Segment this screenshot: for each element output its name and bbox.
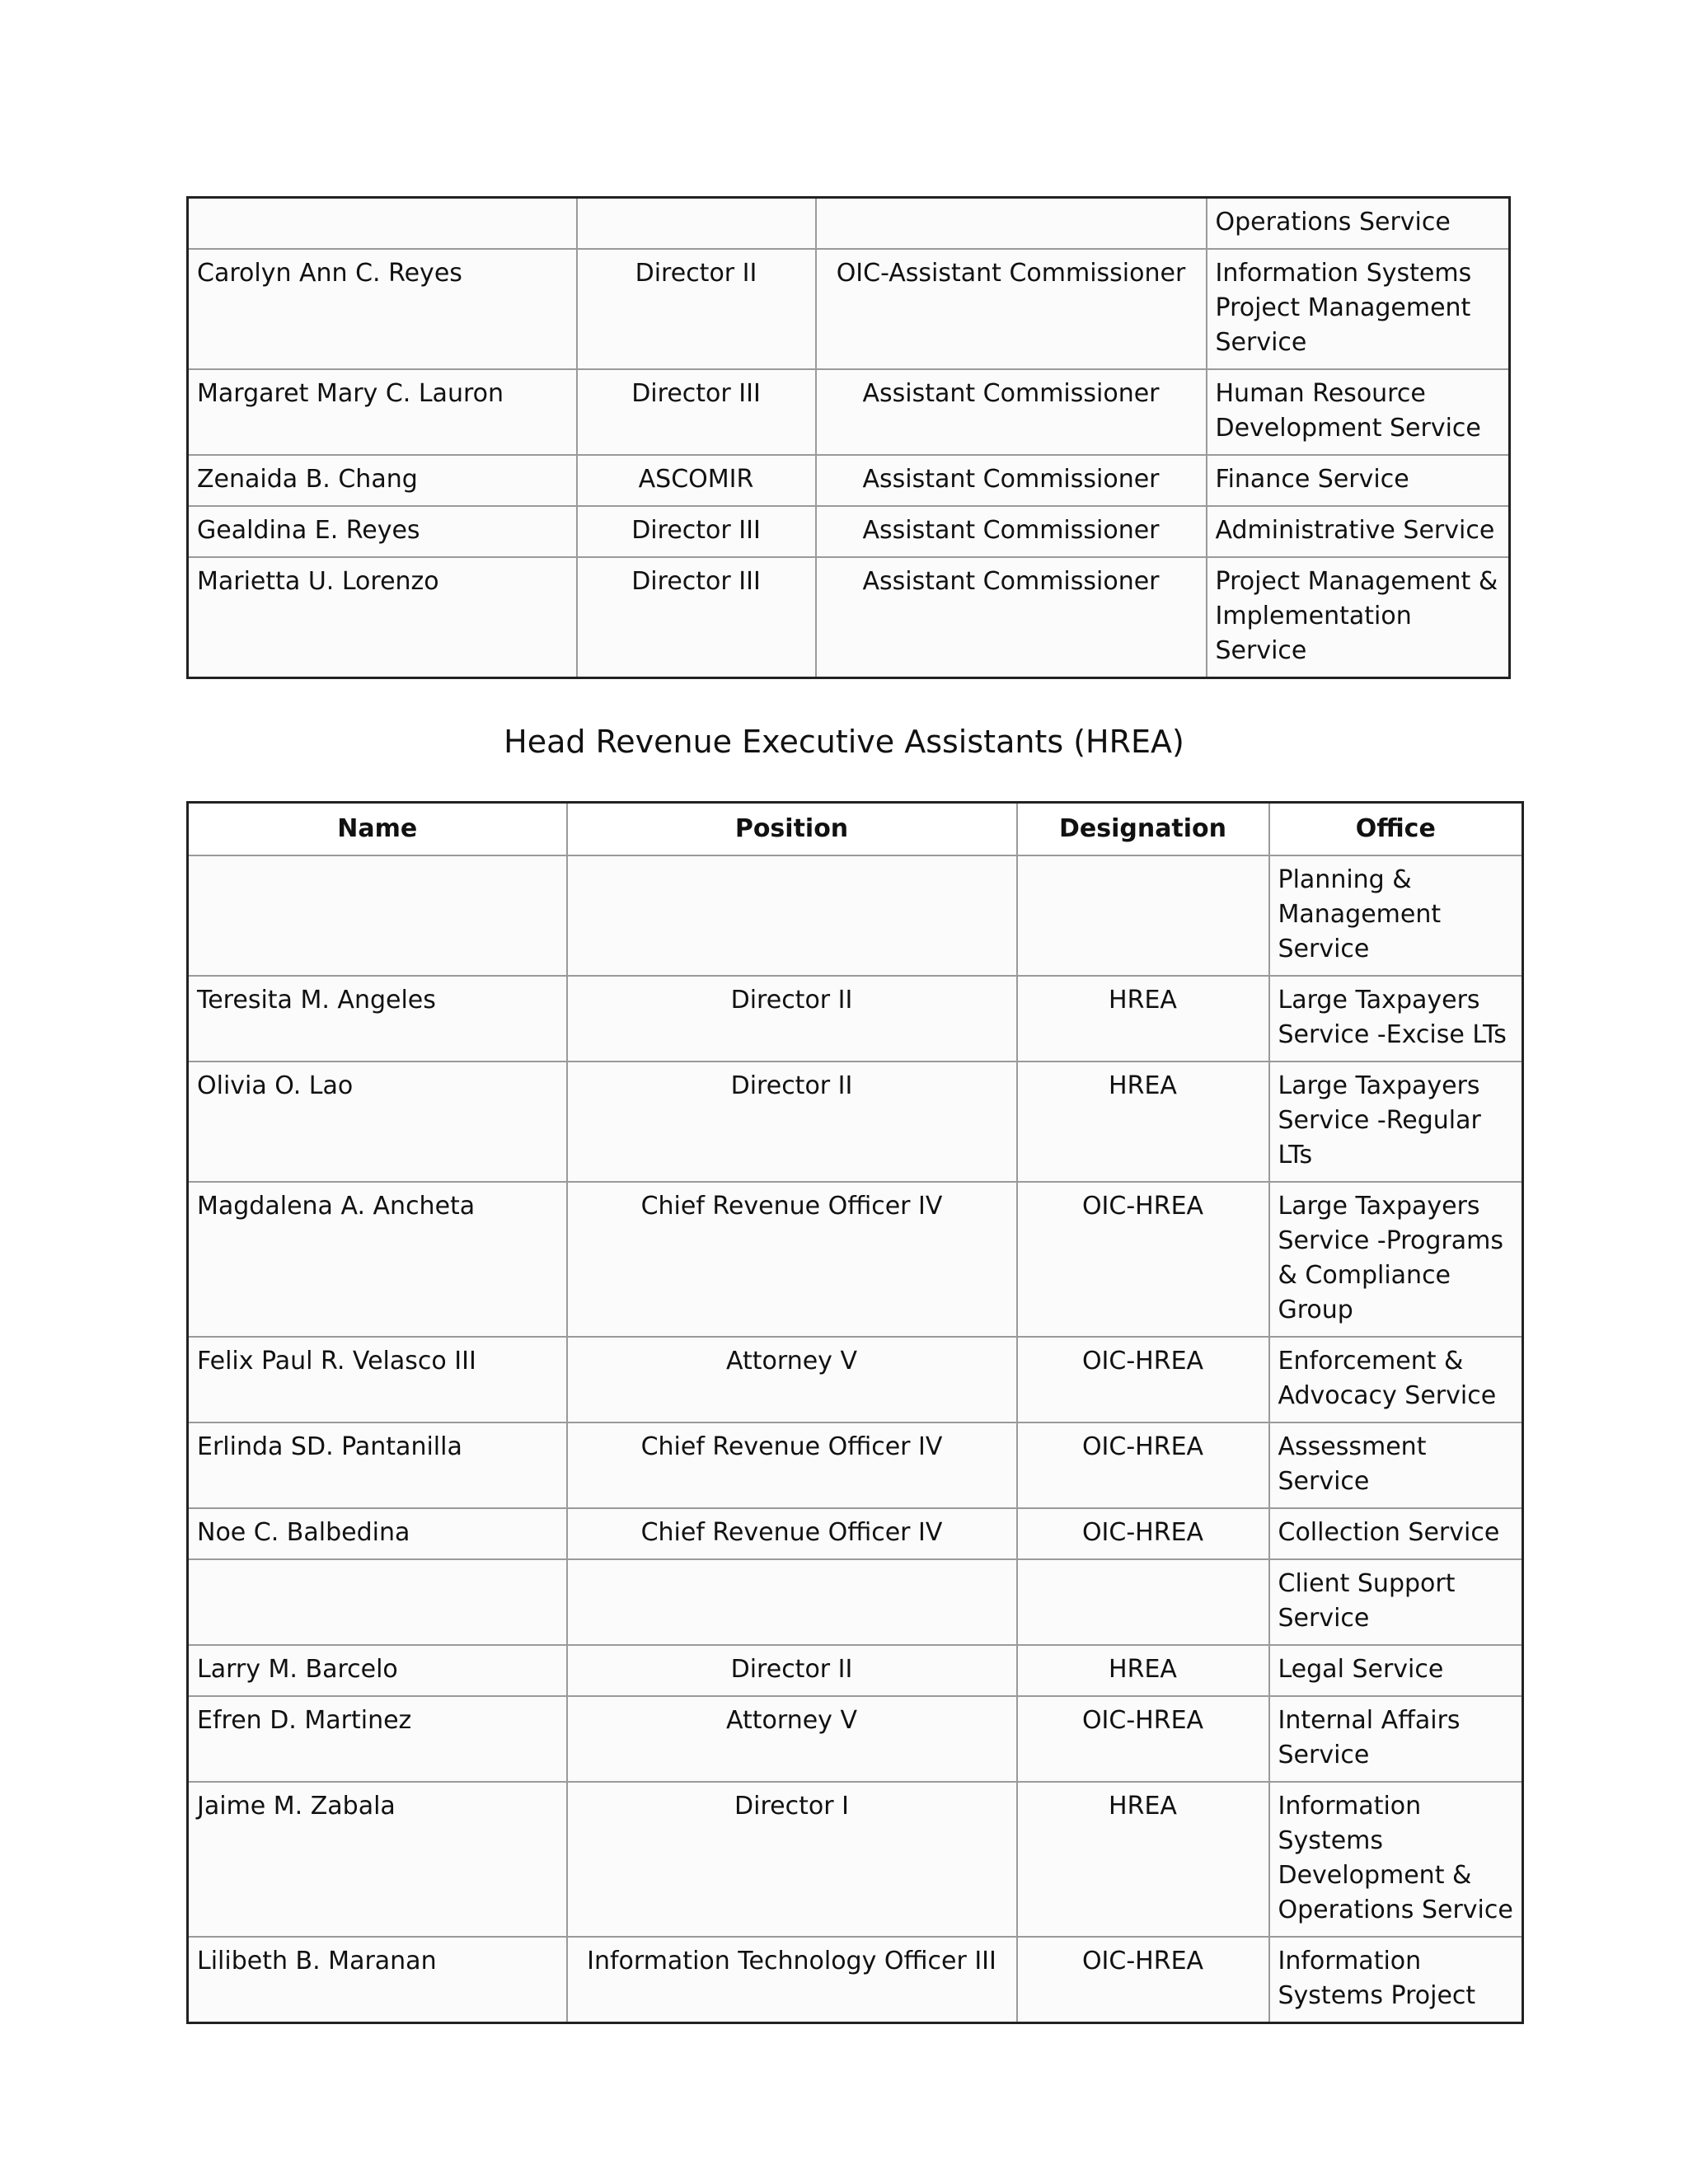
table-row (188, 198, 1510, 250)
hrea-table (186, 801, 1524, 2024)
column-header-name: Name (188, 803, 567, 856)
designation-cell: Assistant Commissioner (816, 455, 1207, 506)
table-row (188, 1559, 1523, 1645)
position-cell: Attorney V (567, 1337, 1017, 1422)
name-cell: Teresita M. Angeles (188, 976, 567, 1062)
designation-cell (1017, 1559, 1269, 1645)
name-cell: Olivia O. Lao (188, 1062, 567, 1182)
designation-cell: OIC-Assistant Commissioner (816, 249, 1207, 369)
designation-cell: HREA (1017, 1782, 1269, 1937)
office-cell: Information Systems Project Management Service (1207, 249, 1510, 369)
name-cell (188, 1559, 567, 1645)
position-cell (567, 855, 1017, 976)
table-row (188, 1182, 1523, 1337)
office-cell: Collection Service (1269, 1508, 1523, 1559)
office-cell: Client Support Service (1269, 1559, 1523, 1645)
position-cell: Attorney V (567, 1696, 1017, 1782)
table-row (188, 557, 1510, 678)
office-cell: Planning & Management Service (1269, 855, 1523, 976)
table-row (188, 1062, 1523, 1182)
table-row (188, 369, 1510, 455)
name-cell (188, 198, 577, 250)
office-cell: Large Taxpayers Service -Regular LTs (1269, 1062, 1523, 1182)
office-cell: Information Systems Project (1269, 1937, 1523, 2023)
name-cell: Lilibeth B. Maranan (188, 1937, 567, 2023)
position-cell: ASCOMIR (577, 455, 816, 506)
office-cell: Enforcement & Advocacy Service (1269, 1337, 1523, 1422)
name-cell: Larry M. Barcelo (188, 1645, 567, 1696)
table-row (188, 506, 1510, 557)
position-cell: Chief Revenue Officer IV (567, 1422, 1017, 1508)
position-cell: Director III (577, 557, 816, 678)
office-cell: Legal Service (1269, 1645, 1523, 1696)
position-cell: Director II (567, 1645, 1017, 1696)
column-header-position: Position (567, 803, 1017, 856)
section-heading: Head Revenue Executive Assistants (HREA) (504, 724, 1184, 760)
office-cell: Human Resource Development Service (1207, 369, 1510, 455)
position-cell: Director I (567, 1782, 1017, 1937)
designation-cell: OIC-HREA (1017, 1337, 1269, 1422)
office-cell: Information Systems Development & Operations Service (1269, 1782, 1523, 1937)
designation-cell: OIC-HREA (1017, 1696, 1269, 1782)
designation-cell: Assistant Commissioner (816, 369, 1207, 455)
position-cell: Chief Revenue Officer IV (567, 1508, 1017, 1559)
designation-cell (1017, 855, 1269, 976)
name-cell: Margaret Mary C. Lauron (188, 369, 577, 455)
table-row (188, 249, 1510, 369)
table-header-row (188, 803, 1523, 856)
column-header-designation: Designation (1017, 803, 1269, 856)
name-cell: Jaime M. Zabala (188, 1782, 567, 1937)
table-row (188, 1645, 1523, 1696)
position-cell (567, 1559, 1017, 1645)
position-cell: Chief Revenue Officer IV (567, 1182, 1017, 1337)
position-cell: Information Technology Officer III (567, 1937, 1017, 2023)
position-cell: Director II (577, 249, 816, 369)
name-cell (188, 855, 567, 976)
table-row (188, 455, 1510, 506)
designation-cell (816, 198, 1207, 250)
name-cell: Efren D. Martinez (188, 1696, 567, 1782)
name-cell: Carolyn Ann C. Reyes (188, 249, 577, 369)
designation-cell: OIC-HREA (1017, 1182, 1269, 1337)
office-cell: Operations Service (1207, 198, 1510, 250)
office-cell: Administrative Service (1207, 506, 1510, 557)
table-row (188, 1937, 1523, 2023)
office-cell: Finance Service (1207, 455, 1510, 506)
designation-cell: Assistant Commissioner (816, 557, 1207, 678)
position-cell: Director II (567, 976, 1017, 1062)
office-cell: Assessment Service (1269, 1422, 1523, 1508)
table-row (188, 976, 1523, 1062)
position-cell: Director III (577, 369, 816, 455)
assistant-commissioners-table (186, 196, 1511, 679)
table-row (188, 1337, 1523, 1422)
name-cell: Zenaida B. Chang (188, 455, 577, 506)
table-row (188, 1422, 1523, 1508)
position-cell: Director III (577, 506, 816, 557)
designation-cell: HREA (1017, 976, 1269, 1062)
table-row (188, 855, 1523, 976)
designation-cell: HREA (1017, 1062, 1269, 1182)
name-cell: Felix Paul R. Velasco III (188, 1337, 567, 1422)
name-cell: Noe C. Balbedina (188, 1508, 567, 1559)
designation-cell: OIC-HREA (1017, 1508, 1269, 1559)
position-cell (577, 198, 816, 250)
designation-cell: OIC-HREA (1017, 1422, 1269, 1508)
office-cell: Internal Affairs Service (1269, 1696, 1523, 1782)
table-row (188, 1696, 1523, 1782)
name-cell: Magdalena A. Ancheta (188, 1182, 567, 1337)
table-row (188, 1782, 1523, 1937)
name-cell: Gealdina E. Reyes (188, 506, 577, 557)
office-cell: Large Taxpayers Service -Programs & Compliance Group (1269, 1182, 1523, 1337)
office-cell: Project Management & Implementation Service (1207, 557, 1510, 678)
name-cell: Erlinda SD. Pantanilla (188, 1422, 567, 1508)
designation-cell: Assistant Commissioner (816, 506, 1207, 557)
office-cell: Large Taxpayers Service -Excise LTs (1269, 976, 1523, 1062)
column-header-office: Office (1269, 803, 1523, 856)
table-row (188, 1508, 1523, 1559)
designation-cell: HREA (1017, 1645, 1269, 1696)
position-cell: Director II (567, 1062, 1017, 1182)
designation-cell: OIC-HREA (1017, 1937, 1269, 2023)
name-cell: Marietta U. Lorenzo (188, 557, 577, 678)
